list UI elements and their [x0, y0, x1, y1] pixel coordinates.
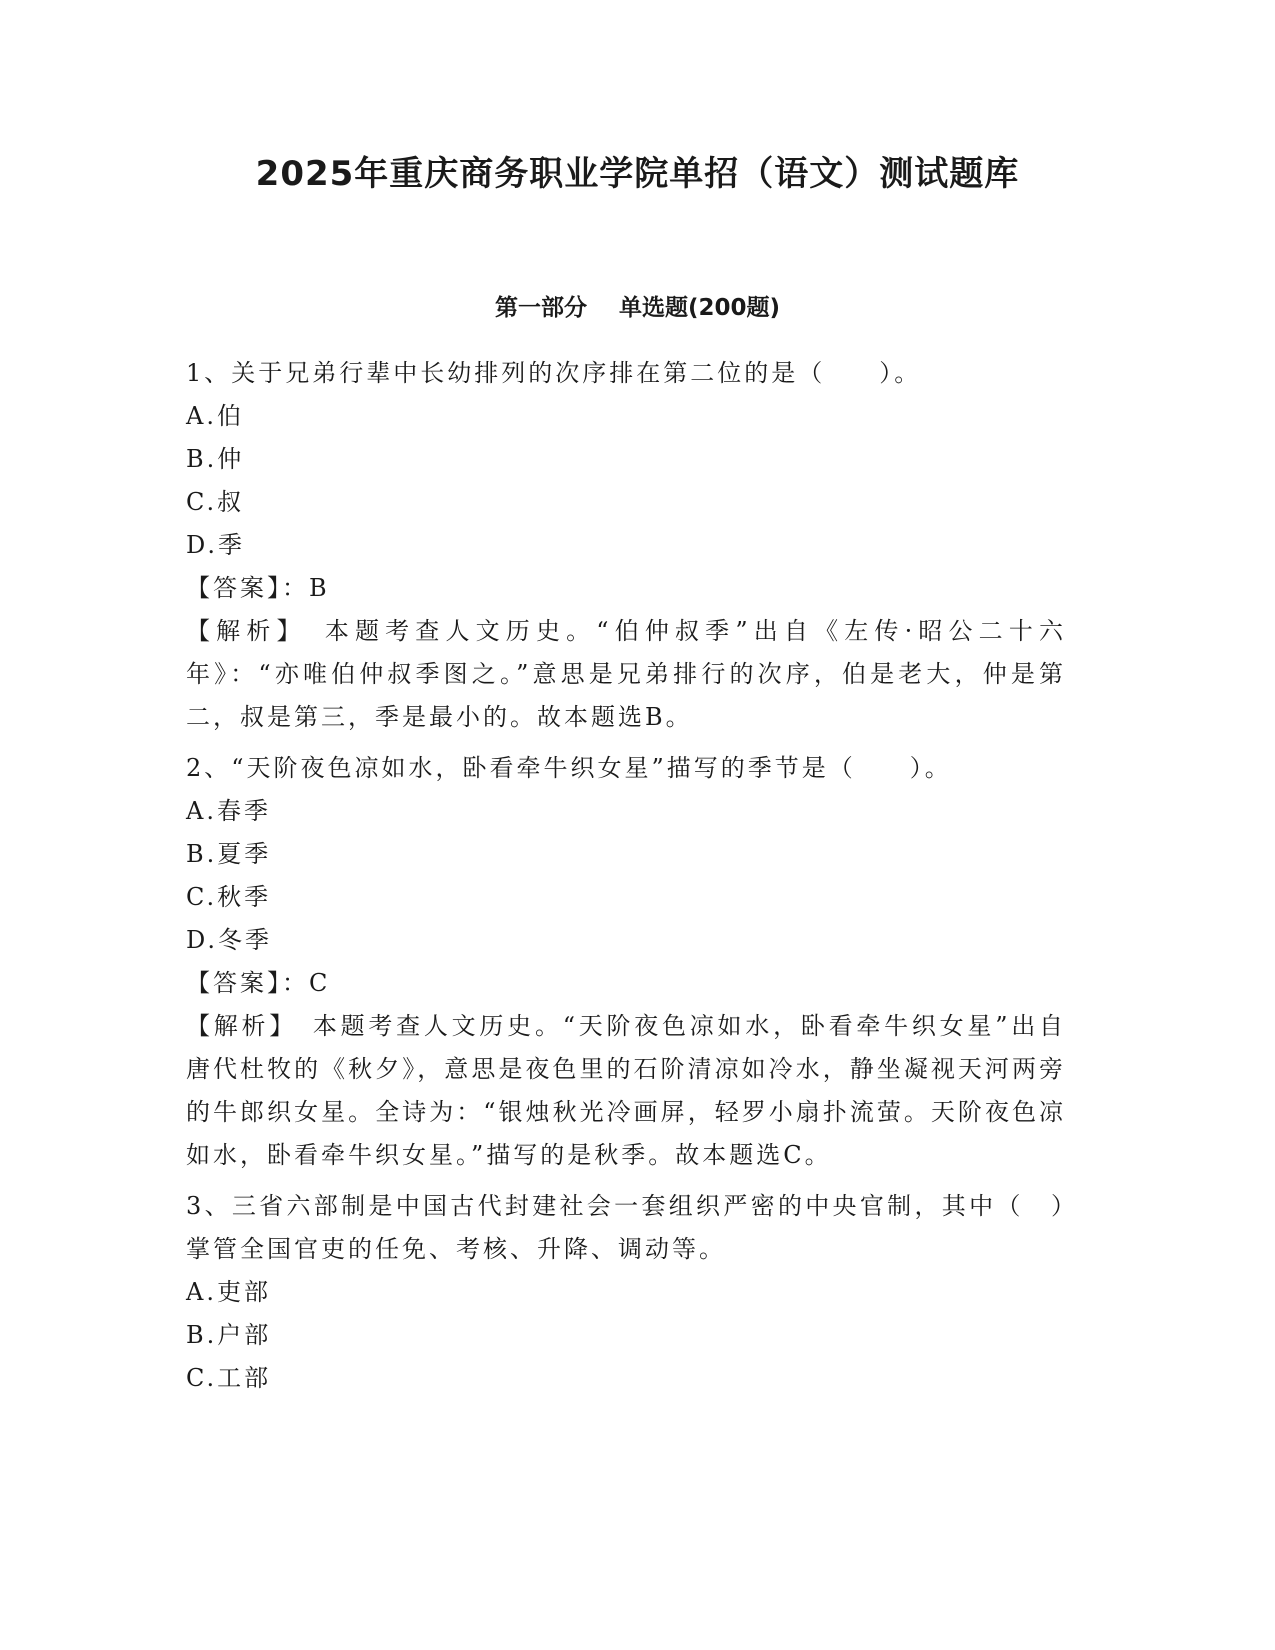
document-title: 2025年重庆商务职业学院单招（语文）测试题库: [255, 154, 1020, 194]
option-c: C.叔: [186, 488, 245, 516]
answer-value: ：B: [282, 574, 330, 602]
explanation-text: 本题考查人文历史。“天阶夜色凉如水，卧看牵牛织女星”出自唐代杜牧的《秋夕》，意思是夜色里的石阶清凉如冷水，静坐凝视天河两旁的牛郎织女星。全诗为：“银烛秋光冷画屏，轻罗小扇扑流萤。天阶夜色凉如水，卧看牵牛织女星。”描写的是秋季。故本题选C。: [186, 1012, 1066, 1169]
answer-value: ：C: [282, 969, 331, 997]
explanation-text: 本题考查人文历史。“伯仲叔季”出自《左传·昭公二十六年》：“亦唯伯仲叔季图之。”意思是兄弟排行的次序，伯是老大，仲是第二，叔是第三，季是最小的。故本题选B。: [186, 617, 1067, 731]
question-stem: 1、关于兄弟行辈中长幼排列的次序排在第二位的是（ ）。: [186, 359, 922, 387]
option-c: C.工部: [186, 1364, 272, 1392]
question-list: [186, 352, 1066, 1400]
question-stem: 3、三省六部制是中国古代封建社会一套组织严密的中央官制，其中（ ）掌管全国官吏的任免、考核、升降、调动等。: [186, 1192, 1066, 1263]
explanation-label: 【解析】: [186, 1012, 286, 1040]
answer-label: 【答案】: [186, 969, 282, 997]
question-3: [186, 1185, 1066, 1400]
question-1: [186, 352, 1066, 739]
explanation: [186, 610, 1066, 739]
section-title: 第一部分 单选题(200题): [494, 295, 781, 321]
option-b: B.夏季: [186, 840, 272, 868]
option-a: A.吏部: [186, 1278, 271, 1306]
option-d: D.季: [186, 531, 246, 559]
option-b: B.仲: [186, 445, 245, 473]
answer-line: [186, 962, 1066, 1005]
option-d: D.冬季: [186, 926, 273, 954]
option-c: C.秋季: [186, 883, 272, 911]
option-a: A.伯: [186, 402, 244, 430]
explanation-label: 【解析】: [186, 617, 295, 645]
answer-label: 【答案】: [186, 574, 282, 602]
question-stem: 2、“天阶夜色凉如水，卧看牵牛织女星”描写的季节是（ ）。: [186, 754, 952, 782]
answer-line: [186, 567, 1066, 610]
explanation: [186, 1005, 1066, 1177]
question-2: [186, 747, 1066, 1177]
option-a: A.春季: [186, 797, 271, 825]
option-b: B.户部: [186, 1321, 272, 1349]
